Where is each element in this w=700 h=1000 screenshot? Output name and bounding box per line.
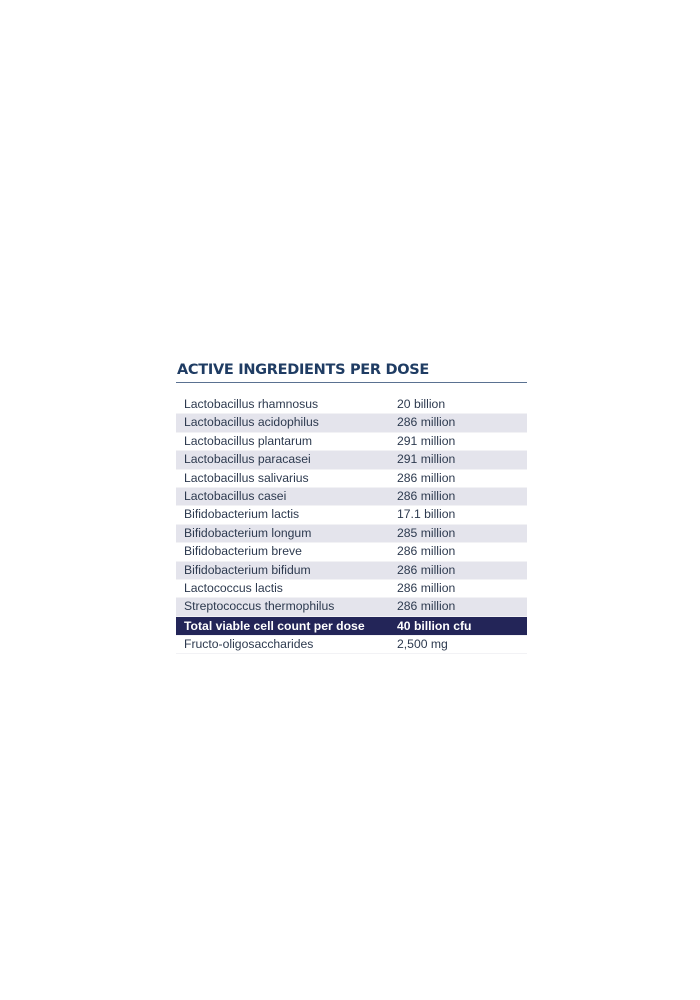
ingredient-name: Bifidobacterium breve [184,544,302,559]
table-row [176,414,527,432]
ingredients-panel [176,360,527,654]
table-row [176,562,527,580]
ingredient-name: Streptococcus thermophilus [184,599,335,614]
ingredient-name: Lactobacillus rhamnosus [184,397,319,411]
ingredient-name: Lactobacillus casei [184,488,287,503]
table-row [176,506,527,524]
panel-title: ACTIVE INGREDIENTS PER DOSE [177,362,430,378]
ingredient-amount: 286 million [397,470,456,485]
ingredient-amount: 285 million [397,525,456,540]
ingredient-amount: 286 million [397,415,456,430]
ingredient-amount: 286 million [397,488,456,503]
ingredient-amount: 286 million [397,580,456,595]
table-row [176,488,527,506]
table-row [176,470,527,488]
table-row [176,525,527,543]
ingredient-name: Lactobacillus paracasei [184,452,311,467]
ingredient-amount: 286 million [397,562,456,577]
ingredient-name: Lactobacillus plantarum [184,433,313,448]
table-row [176,543,527,561]
table-row [176,580,527,598]
ingredient-amount: 20 billion [397,397,446,411]
ingredient-name: Lactococcus lactis [184,580,283,595]
table-row [176,433,527,451]
ingredient-amount: 286 million [397,544,456,559]
table-row [176,598,527,616]
ingredient-name: Lactobacillus salivarius [184,470,309,485]
ingredient-amount: 291 million [397,452,456,467]
ingredient-name: Bifidobacterium lactis [184,507,300,522]
total-amount: 40 billion cfu [397,618,472,633]
ingredient-amount: 2,500 mg [397,636,448,651]
ingredient-name: Lactobacillus acidophilus [184,415,319,430]
table-row-footer [176,636,527,654]
title-divider [176,382,527,383]
ingredient-amount: 17.1 billion [397,507,456,522]
ingredient-name: Bifidobacterium longum [184,525,312,540]
table-row [176,451,527,469]
total-row [176,617,527,636]
ingredient-amount: 286 million [397,599,456,614]
ingredient-name: Fructo-oligosaccharides [184,636,314,651]
ingredients-table [176,396,527,654]
ingredient-name: Bifidobacterium bifidum [184,562,311,577]
ingredient-amount: 291 million [397,433,456,448]
table-row [176,396,527,414]
total-label: Total viable cell count per dose [184,618,365,633]
